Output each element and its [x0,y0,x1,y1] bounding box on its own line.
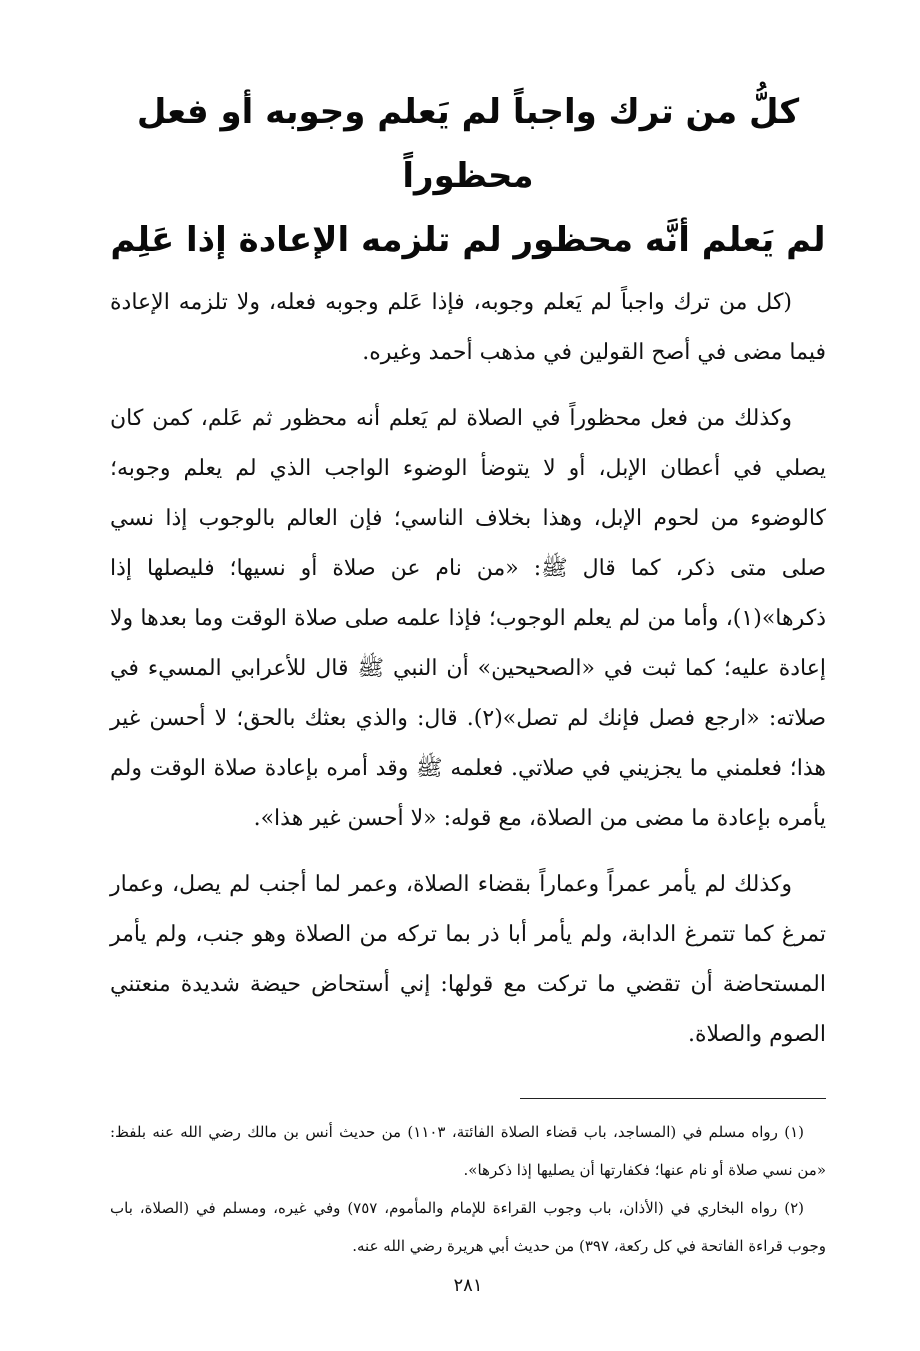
footnote-separator [520,1098,826,1099]
heading-line-2: لم يَعلم أنَّه محظور لم تلزمه الإعادة إذا عَلِم [110,220,826,260]
paragraph-2: وكذلك من فعل محظوراً في الصلاة لم يَعلم أنه محظور ثم عَلم، كمن كان يصلي في أعطان الإبل، أو لا يتوضأ الوضوء الواجب الذي لم يعلم وجوبه؛ كالوضوء من لحوم الإبل، وهذا بخلاف الناسي؛ فإن العالم بالوجوب إذا نسي صلى متى ذكر، كما قال ﷺ: «من نام عن صلاة أو نسيها؛ فليصلها إذا ذكرها»(١)، وأما من لم يعلم الوجوب؛ فإذا علمه صلى صلاة الوقت وما بعدها ولا إعادة عليه؛ كما ثبت في «الصحيحين» أن النبي ﷺ قال للأعرابي المسيء في صلاته: «ارجع فصل فإنك لم تصل»(٢). قال: والذي بعثك بالحق؛ لا أحسن غير هذا؛ فعلمني ما يجزيني في صلاتي. فعلمه ﷺ وقد أمره بإعادة صلاة الوقت ولم يأمره بإعادة ما مضى من الصلاة، مع قوله: «لا أحسن غير هذا». [110,406,826,831]
main-text [110,278,826,1060]
paragraph-3: وكذلك لم يأمر عمراً وعماراً بقضاء الصلاة، وعمر لما أجنب لم يصل، وعمار تمرغ كما تتمرغ الدابة، ولم يأمر أبا ذر بما تركه من الصلاة وهو جنب، ولم يأمر المستحاضة أن تقضي ما تركت مع قولها: إني أستحاض حيضة شديدة منعتني الصوم والصلاة. [110,872,826,1047]
footnote-2: (٢) رواه البخاري في (الأذان، باب وجوب القراءة للإمام والمأموم، ٧٥٧) وفي غيره، ومسلم في (الصلاة، باب وجوب قراءة الفاتحة في كل ركعة، ٣٩٧) من حديث أبي هريرة رضي الله عنه. [110,1199,826,1255]
footnotes [110,1113,826,1265]
paragraph-1: (كل من ترك واجباً لم يَعلم وجوبه، فإذا عَلم وجوبه فعله، ولا تلزمه الإعادة فيما مضى في أصح القولين في مذهب أحمد وغيره. [110,290,826,365]
heading-line-1: كلُّ من ترك واجباً لم يَعلم وجوبه أو فعل محظوراً [136,92,800,196]
footnote-1: (١) رواه مسلم في (المساجد، باب قضاء الصلاة الفائتة، ١١٠٣) من حديث أنس بن مالك رضي الله عنه بلفظ: «من نسي صلاة أو نام عنها؛ فكفارتها أن يصليها إذا ذكرها». [110,1123,826,1179]
book-page [110,70,826,1340]
chapter-heading [110,80,826,272]
page-number: ٢٨١ [453,1275,483,1296]
